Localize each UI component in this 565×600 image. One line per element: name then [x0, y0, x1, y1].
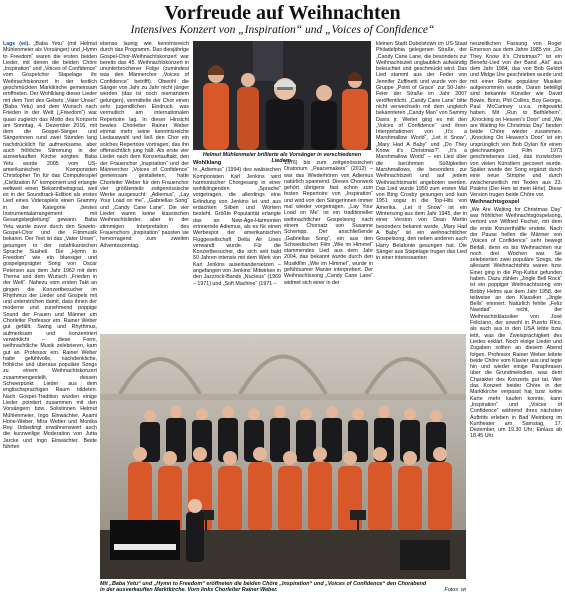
article-column-4 — [376, 41, 467, 331]
column-4-text: kleinen Stadt Duboistown im US-Staat Philadelphia gelegenen Straße, der „Candy Cane Lane, die besonders zur Weihnachtszeit unglaublich aufwändig beleuchtet und geschmückt wird. Das Lied stammt aus der Feder von Jennifer Zuffinetti und wurde von der Gruppe „Point of Grace“ zur 50-Jahr-Feier der Straße im Jahr 2007 veröffentlicht. „Candy Cane Lane“ bitte nicht verwechseln mit dem ungleich bekannteren „Candy Man“ von Sammy Davis jr. Weiter ging es mit den „Voices of Confidence“ und ihren Interpretationen von „It’s a Marshmallow World“, „Let it Snow“, „Mary Had A Baby“ und „Do They Know it’s Christmas?“. „It’s a Marshmallow World“ – ein Lied über die berühmten Süßigkeiten Marshmallows, die besonders zur Weihnachtszeit und auf jedem Weihnachtsmarkt angeboten werden. Das Lied wurde 1950 zum ersten Mal von Bing Crosby gesungen und kam 1951 sogar in die Top-Hits von Amerika. „Let it Snow“ ist ein Wintersong aus dem Jahr 1945, der in einer Version von Dean Martin besonders bekannt wurde. „Mary Had A Baby“ ist ein weihnachtlicher Gospelsong, den neben anderen auch Harry Belafonte gesungen hat. Die Sänger aus Stapelage trugen das Lied in einer interessanten — [376, 41, 467, 262]
article-column-1 — [3, 41, 97, 594]
column-1-text: „Baba Yetu“ (mit Helmut Mühlenmeier als Vorsänger) und „Hymn to Freedom“ waren die ersten beiden Lieder, mit denen die beiden Chöre „Inspiration“ und „Voices of Confidence“ vom Gospelchor Stapelage ihr Weihnachtskonzert in der festlich geschmückten Marktkirche gemeinsam eröffneten. Der Wohlklang dieser Lieder mit dem Text des Gebets „Vater Unser“ (Baba Yetu) und dem Wunsch nach Frieden in der Welt („Freedom“) war quasi zugleich das Motto des Konzerts am Sonntag, 4. Dezember 2016, mit dem die Gospel-Sänger und Sängerinnen rund zwei Stunden lang nachdrücklich für aufmerksame, aber auch fröhliche Stimmung in der ausverkauften Kirche sorgten. Baba Yetu wurde 2005 vom US-amerikanischen Komponisten Christopher Tin für das Computerspiel „Civilization IV“ komponiert und erlangte weltweit einen Bekanntheitsgrad, weil es in der Soundtrack-Edition als erstes Lied eines Videospiels einen Grammy in der Kategorie „bestes Instrumentalarrangement mit Gesangsbegleitung“ gewann. Baba Yetu wurde zuvor durch den Soweto-Gospel-Chor und die Filmmusik bekannt. Der Text ist das „Vater Unser“, gesungen in der ostafrikanischen Sprache Suaheli. Die „Hymn to Freedom“ wie ein bluesiger und gospelgeprägter Song von Oscar Peterson aus dem Jahr 1962 mit dem Thema und dem Wunsch „Frieden in der Welt“. Nahezu vom ersten Takt an gingen die Konzertbesucher im Rhythmus der Lieder und Gospels mit und unterstrichen damit, dass ihnen der moderne und zunehmend poppige Sound der Frauen und Männer um Chorleiter Professor em. Rainer Weber gut gefällt. Swing und Rhythmus, aufmerksam und konzentriert verwirklicht – diese Form, weihnachtliche Musik zelebrieren, kam gut an. Professor em. Rainer Weber hatte gefühlvolle, nachdenkliche, fröhliche und überaus populäre Songs zu einem Weihnachtskonzert zusammengestellt, dessen Schwerpunkt Lieder aus dem englischsprachigen Raum bildeten. Nach Gospel-Tradition wurden einige Lieder pointiert zusammen mit den Vorsängern bzw. Solistinnen Helmut Mühlenmeier, Ingo Einwächter, Asami Horie-Weber, Mira Weber und Monika Rey. Unbedingt erwähnenswert auch die kurzweilige Moderation von Jutta Jarcke und Ingo Einwächter. Beide führten — [3, 41, 97, 450]
dateline: Lage (wi). — [3, 41, 30, 47]
column-5b-text: „We Are Waiting for Christmas Day“ war fröhlicher Weihnachtsgospelsong, vertont von Wilfried Fischer, mit dem die erste Konzerthälfte endete. Nach der Pause hellen die Männer von „Voices of Confidence“ sehr bewegt Beifall, denn es bis Weihnachten nur noch drei Wochen war. Sie zelebrierten zwei populäre Songs, die allesamt Weihnachtshits waren bzw. Einer ging in die Pop-Kultur gefunden haben. Dazu zählen „Jingle Bell Rock“ ist ein poppiger Weihnachtssong von Bobby Helms aus dem Jahr 1958, der teilweise an den Klassiker „Jingle Bells“ erinnert. Natürlich fehlte „Feliz Navidad“ nicht, der Weihnachtsklassiker von José Feliciano, der sowohl in Puerto Rico, als auch aus in den USA lebte bzw. lebt, was die Zweisprachigkeit des Liedes erklärt. Noch einige Lieder und Zugaben sollten an diesem Abend folgen. Professor Rainer Weber leitete beide Chöre vom Klavier aus und legte hin und wieder einige Paraphrasen über die Grundmelodien, was dem Charakter des Konzerts gut tat. Wer das Konzert beider Chöre in der Marktkirche verpasst hat bzw. keine Karte mehr kaufen konnte, kann „Inspiration“ und „Voices of Confidence“ während ihres nächsten Auftritts erleben in Bad Meinberg im Kurtheater am Samstag, 17. Dezember, um 19.30 Uhr; Einlass ab 18.45 Uhr. — [470, 206, 562, 440]
bottom-photo — [100, 334, 466, 579]
section-heading-weihnachtsgospel: Weihnachtsgospel — [470, 199, 520, 206]
column-2-text: ebenso launig wie kenntnisreich durch das Programm. Das diesjährige Gospel-Chor-Weihnachtskonzert war bereits das 45. Weihnachtskonzert in ununterbrochener Folge (zumindest was den Männerchor „Voices of Confidence“ betrifft). Obwohl die Sänger von Jahr zu Jahr nicht jünger werden (das ist noch niemandem gelungen), vermittelte der Chor einen sehr jugendlichen Eindruck, was vermutlich am internationalen Repertoire lag. In dieser Hinsicht bewies Chorleiter Rainer Weber einmal mehr seine kenntnisreiche Liedauswahl und ließ den Chor ein solches Repertoire vortragen, das ihn offensichtlich jung hält. Als erste vier Lieder nach dem Konzertauftakt, den der Frauenchor „Inspiration“ und der Männerchor „Voices of Confidence“ gemeinsam gestalteten, hatte Chorleiter Weber für den Frauenchor vier größtenteils zeitgenössische Werke ausgesucht: „Adiemus“, „Lay Your Load on me“, „Gabriellas Song“ und „Candy Cane Lane“. Die vier Lieder waren keine klassischen Weihnachtslieder, aber in der stimmigen Interpretation des Frauenchors „Inspiration“ passten sie hervorragend zum zweiten Adventssonntag. — [100, 41, 189, 249]
top-photo — [193, 41, 371, 150]
subheadline: Intensives Konzert von „Inspiration“ und „Voices of Confidence“ — [130, 24, 435, 36]
top-photo-image — [193, 41, 371, 150]
photo-credit: Fotos: wi — [444, 587, 466, 593]
section-heading-wohlklang: Wohlklang — [193, 160, 222, 166]
headline: Vorfreude auf Weihnachten — [164, 2, 401, 24]
bottom-photo-caption: Mit „Baba Yetu“ und „Hymn to Freedom“ eröffneten die beiden Chöre „Inspiration“ und „Voices of Confidence“ den Chorabend in der ausverkauften Marktkirche. Vorn links Chorleiter Rainer Weber. — [100, 581, 427, 594]
article-column-3a — [193, 160, 281, 331]
bottom-photo-image — [100, 334, 466, 579]
top-photo-caption: Helmut Mühlenmeier brillierte als Vorsänger in verschiedenen Liedern. — [202, 152, 362, 165]
column-3b-text: 1976) bis zum zeitgenössischen Oratorium „Peacemakers“ (2012) – war das Wiederhören von Adiemus natürlich spannend. Dieses Chorwerk gehört übrigens fast schon zum festen Repertoire von „Inspiration“ und wird von den Sängerinnen immer mal wieder vorgetragen. „Lay Your Load on Me“ ist ein traditioneller weihnachtlicher Gospelsong nach einem Chorsatz von Susanne Schempp. Der anschließende „Gabriellas Song“, ein aus den Schwedischen Film „Wie im Himmel“ stammendes Lied aus dem Jahr 2004, das bekannt wurde durch den Musikfilm „Wie im Himmel“, wurde in gefühlsamer Manier interpretiert. Der Weihnachtssong „Candy Cane Lane“ widmet sich einer in der — [284, 160, 373, 286]
article-column-3b — [284, 160, 373, 331]
column-5a-text: neuzeitlichen Fassung von Roger Emerson aus dem Jahre 1985 vor. „Do They Know it’s Christmas?“ ist ein Benefiz-Lied von der Band „Aid“ aus dem Jahr 1984, das von Bob Geldof und Midge Ure geschrieben wurde und mit einer Reihe populärer Musiker aufgenommen wurde. Daran beteiligt sind bekannte Künstler wie David Bowie, Bono, Phil Collins, Boy George, Paul McCartney u.v.a. mitgewirkt haben. Mit „Run to Bethlehem“, „Knocking on Heaven’s Door“ und „We are Waiting for Christmas Day“ fanden beide Chöre wieder zusammen. „Knocking On Heaven’s Door“ ist ein ursprünglich von Bob Dylan für einen gleichnamigen Film 1973 geschriebenes Lied, das inzwischen von vielen Künstlern gecovert wurde. Später wurde der Song ergänzt durch eine neue Strophe und durch zwischenzeitlich mit Texten aus 23. Psalms (Der Herr ist mein Hirte). Diese Version trugen beide Chöre vor. — [470, 41, 562, 199]
article-column-2 — [100, 41, 189, 330]
article-column-5 — [470, 41, 562, 594]
column-3a-text: In „Adiemus“ (1994) des walisischen Komponisten Karl Jenkins wird harmonischer Chorgesang in einer wohlklingenden „Sprache“ vorgetragen, die allerdings eine Erfindung von Jenkins ist und aus erdachten Silben und Wörtern besteht. Größte Popularität erlangte das an New-Age-Harmonien erinnernde Adiemus, als es für einen Werbespot der amerikanischen Fluggesellschaft Delta Air Lines verwandt wurde. Für die Konzertbesucher, die sich seit bald 50 Jahren intensiv mit dem Werk von Karl Jenkins auseinandersetzen – angefangen von Jenkins’ Mitwirken in den Jazzrock-Bands „Nucleus“ (1969 – 1971) und „Soft Machine“ (1971 – — [193, 167, 281, 287]
